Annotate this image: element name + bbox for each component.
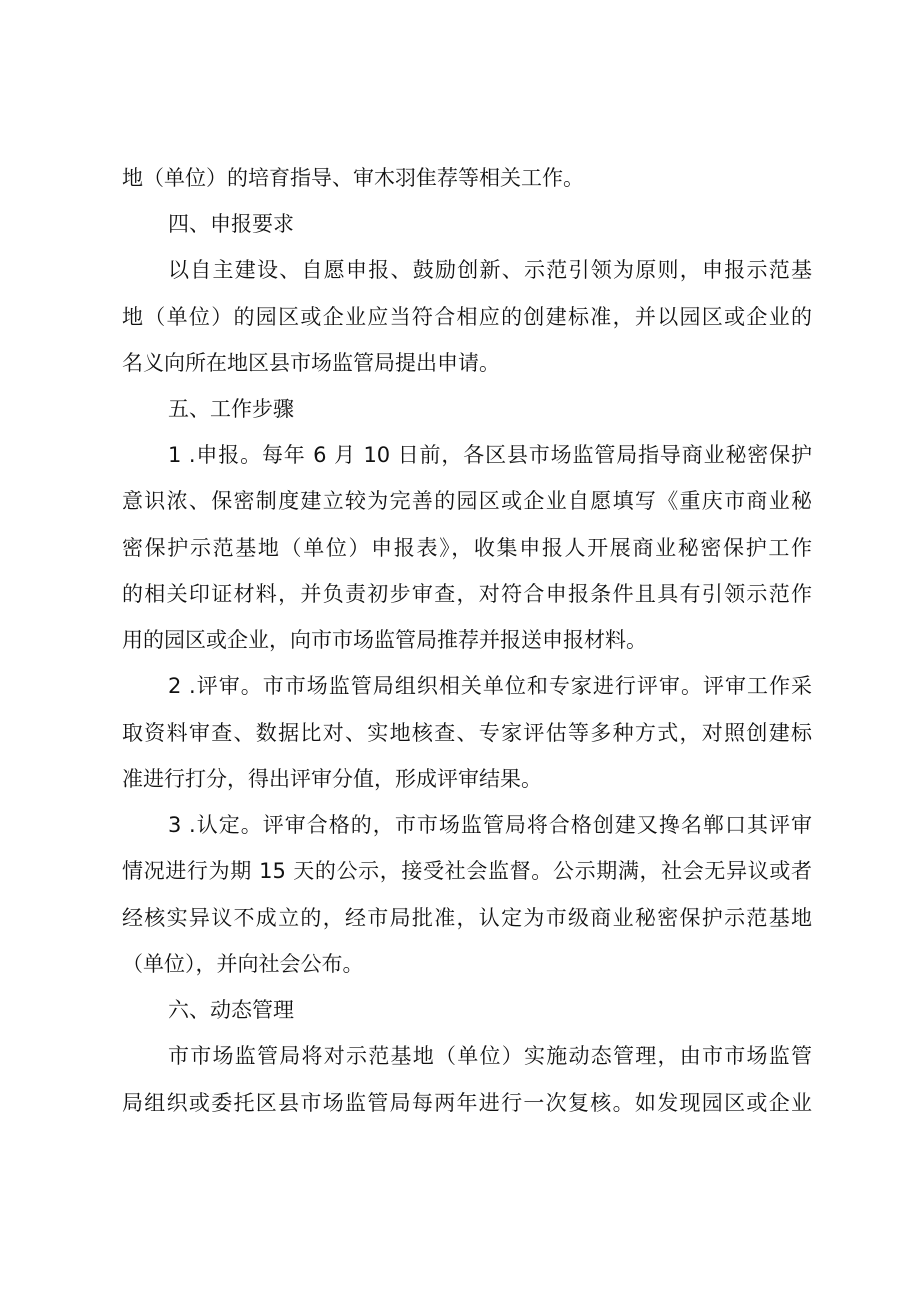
paragraph-line: 经核实异议不成立的，经市局批准，认定为市级商业秘密保护示范基地	[122, 906, 812, 930]
paragraph-line: 以自主建设、自愿申报、鼓励创新、示范引领为原则，申报示范基	[168, 258, 812, 282]
paragraph-line: 情况进行为期 15 天的公示，接受社会监督。公示期满，社会无异议或者	[122, 859, 812, 883]
paragraph-line: 名义向所在地区县市场监管局提出申请。	[122, 351, 500, 375]
paragraph-line: 意识浓、保密制度建立较为完善的园区或企业自愿填写《重庆市商业秘	[122, 489, 812, 513]
paragraph-line: 地（单位）的园区或企业应当符合相应的创建标准，并以园区或企业的	[122, 305, 812, 329]
paragraph-line: 密保护示范基地（单位）申报表》，收集申报人开展商业秘密保护工作	[122, 536, 812, 560]
paragraph-line: 地（单位）的培育指导、审木羽隹荐等相关工作。	[122, 166, 584, 190]
section-heading: 四、申报要求	[168, 212, 294, 236]
section-heading: 五、工作步骤	[168, 397, 294, 421]
paragraph-line: 1 .申报。每年 6 月 10 日前，各区县市场监管局指导商业秘密保护	[168, 443, 812, 467]
paragraph-line: 准进行打分，得出评审分值，形成评审结果。	[122, 767, 542, 791]
section-heading: 六、动态管理	[168, 998, 294, 1022]
paragraph-line: 用的园区或企业，向市市场监管局推荐并报送申报材料。	[122, 628, 647, 652]
paragraph-line: 局组织或委托区县市场监管局每两年进行一次复核。如发现园区或企业	[122, 1091, 812, 1115]
paragraph-line: 2 .评审。市市场监管局组织相关单位和专家进行评审。评审工作采	[168, 674, 812, 698]
paragraph-line: （单位），并向社会公布。	[122, 952, 364, 976]
paragraph-line: 3 .认定。评审合格的，市市场监管局将合格创建又搀名郸口其评审	[168, 813, 812, 837]
paragraph-line: 取资料审查、数据比对、实地核查、专家评估等多种方式，对照创建标	[122, 721, 812, 745]
paragraph-line: 的相关印证材料，并负责初步审查，对符合申报条件且具有引领示范作	[122, 582, 812, 606]
paragraph-line: 市市场监管局将对示范基地（单位）实施动态管理，由市市场监管	[168, 1044, 812, 1068]
